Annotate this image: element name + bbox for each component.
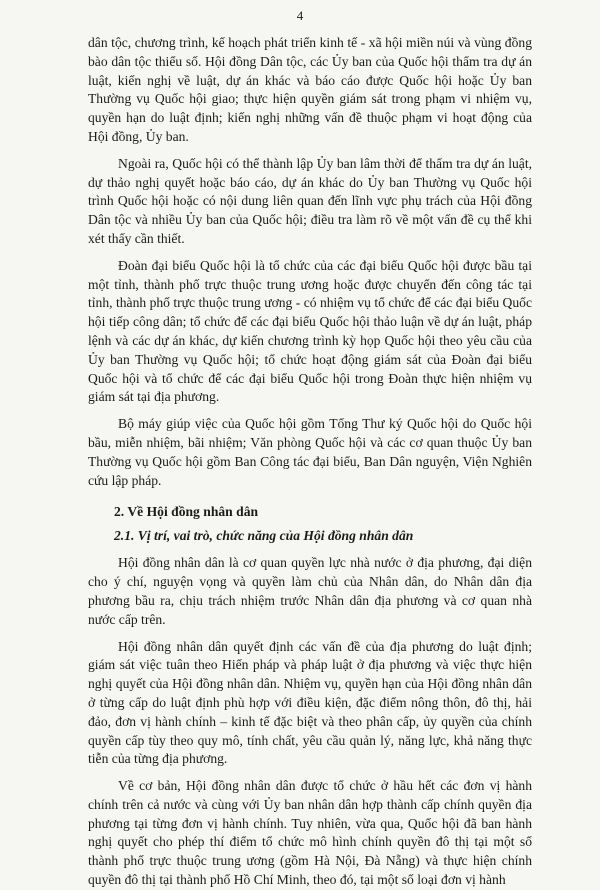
section-heading: 2. Về Hội đồng nhân dân — [114, 504, 259, 520]
paragraph-council-duties: Hội đồng nhân dân quyết định các vấn đề của địa phương do luật định; giám sát việc tuân theo Hiến pháp và pháp luật ở địa phương và việc thực hiện nghị quyết của Hội đồng nhân dân. Nhiệm vụ, quyền hạn của Hội đồng nhân dân ở từng cấp do luật định phù hợp với điều kiện, đặc điểm nông thôn, đô thị, hải đảo, đơn vị hành chính – kinh tế đặc biệt và theo phân cấp, ủy quyền của chính quyền cấp tùy theo quy mô, tính chất, yêu cầu quản lý, năng lực, khả năng thực tiễn của từng địa phương. — [88, 638, 532, 767]
paragraph-temporary-committee: Ngoài ra, Quốc hội có thể thành lập Ủy ban lâm thời để thẩm tra dự án luật, dự thảo nghị quyết hoặc báo cáo, dự án khác do Ủy ban Thường vụ Quốc hội trình Quốc hội hoặc có nội dung liên quan đến lĩnh vực phụ trách của Hội đồng Dân tộc và nhiều Ủy ban của Quốc hội; điều tra làm rõ về một vấn đề cụ thể khi xét thấy cần thiết. — [88, 155, 532, 246]
paragraph-council-organization: Về cơ bản, Hội đồng nhân dân được tổ chức ở hầu hết các đơn vị hành chính trên cả nước và cùng với Ủy ban nhân dân hợp thành cấp chính quyền địa phương tại từng đơn vị hành chính. Tuy nhiên, vừa qua, Quốc hội đã ban hành nghị quyết cho phép thí điểm tổ chức mô hình chính quyền đô thị tại một số thành phố trực thuộc trung ương (gồm Hà Nội, Đà Nẵng) và thực hiện chính quyền đô thị tại thành phố Hồ Chí Minh, theo đó, tại một số loại đơn vị hành — [88, 778, 532, 888]
paragraph-support-apparatus: Bộ máy giúp việc của Quốc hội gồm Tổng Thư ký Quốc hội do Quốc hội bầu, miễn nhiệm, bãi nhiệm; Văn phòng Quốc hội và các cơ quan thuộc Ủy ban Thường vụ Quốc hội gồm Ban Công tác đại biểu, Ban Dân nguyện, Viện Nghiên cứu lập pháp. — [88, 416, 532, 488]
page-number: 4 — [296, 8, 304, 23]
paragraph-delegation: Đoàn đại biểu Quốc hội là tổ chức của các đại biểu Quốc hội được bầu tại một tỉnh, thành phố trực thuộc trung ương hoặc được chuyển đến công tác tại tỉnh, thành phố trực thuộc trung ương - có nhiệm vụ tổ chức để các đại biểu Quốc hội tiếp công dân; tổ chức để các đại biểu Quốc hội thảo luận về dự án luật, pháp lệnh và các dự án khác, dự kiến chương trình kỳ họp Quốc hội theo yêu cầu của Ủy ban Thường vụ Quốc hội; tổ chức hoạt động giám sát của Đoàn đại biểu Quốc hội và tổ chức để các đại biểu Quốc hội trong Đoàn thực hiện nhiệm vụ giám sát tại địa phương. — [88, 257, 532, 405]
paragraph-continuation: dân tộc, chương trình, kế hoạch phát triển kinh tế - xã hội miền núi và vùng đồng bào dân tộc thiểu số. Hội đồng Dân tộc, các Ủy ban của Quốc hội thẩm tra dự án luật, kiến nghị về luật, dự án khác và báo cáo được Quốc hội hoặc Ủy ban Thường vụ Quốc hội giao; thực hiện quyền giám sát trong phạm vi nhiệm vụ, quyền hạn do luật định; kiến nghị những vấn đề thuộc phạm vi hoạt động của Hội đồng, Ủy ban. — [88, 35, 532, 144]
document-body — [88, 34, 532, 890]
subsection-heading: 2.1. Vị trí, vai trò, chức năng của Hội đồng nhân dân — [114, 528, 414, 544]
paragraph-council-definition: Hội đồng nhân dân là cơ quan quyền lực nhà nước ở địa phương, đại diện cho ý chí, nguyện vọng và quyền làm chủ của Nhân dân, do Nhân dân địa phương bầu ra, chịu trách nhiệm trước Nhân dân địa phương và cơ quan nhà nước cấp trên. — [88, 555, 532, 627]
